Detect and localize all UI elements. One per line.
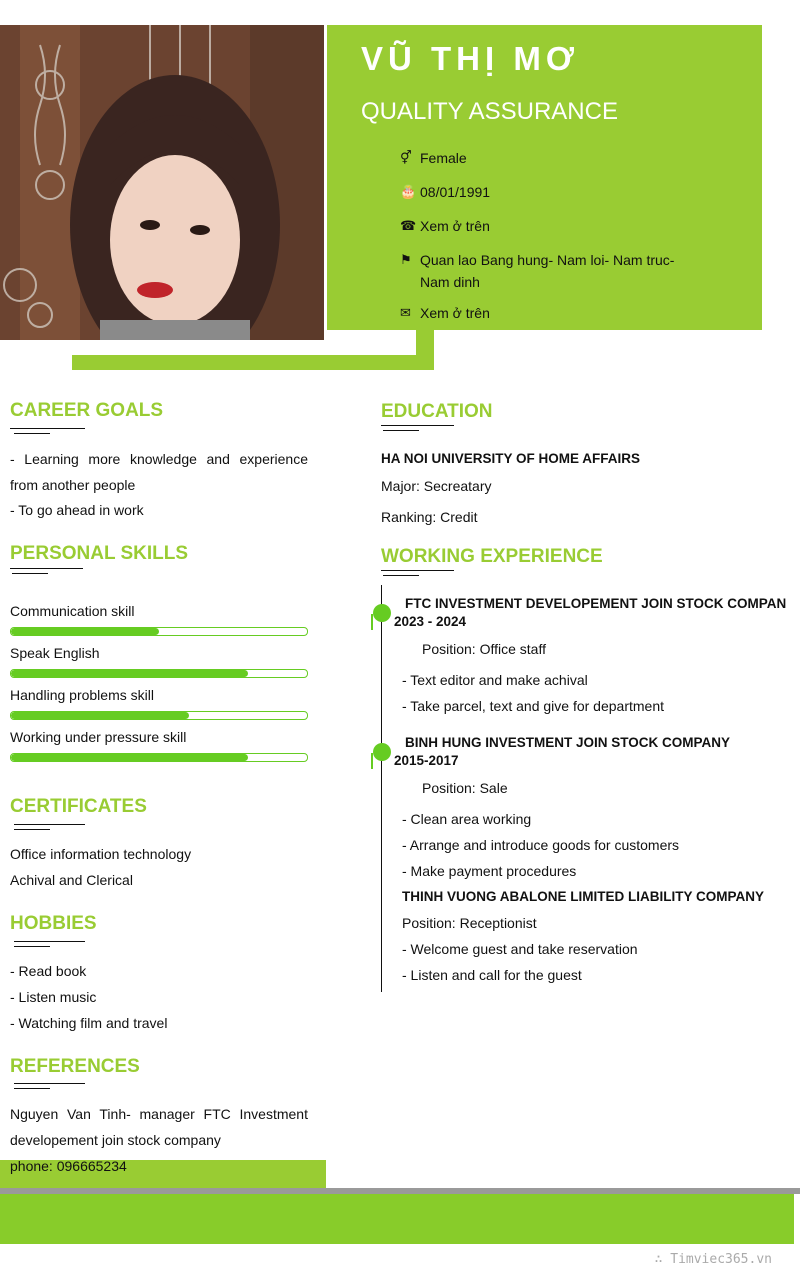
company-name: THINH VUONG ABALONE LIMITED LIABILITY COMPANY [402, 889, 764, 904]
skill-fill [11, 754, 248, 761]
job-period: 2023 - 2024 [394, 614, 467, 629]
heading-underline [14, 1083, 85, 1084]
heading-underline [12, 573, 48, 574]
timeline-tick [371, 614, 373, 630]
education-ranking: Ranking: Credit [381, 509, 478, 525]
info-address: ⚑ Quan lao Bang hung- Nam loi- Nam truc- Nam dinh [400, 249, 685, 293]
info-phone: ☎ Xem ở trên [400, 215, 700, 237]
skill-label: Working under pressure skill [10, 729, 187, 745]
profile-photo [0, 25, 324, 340]
career-goals-heading: CAREER GOALS [10, 400, 164, 421]
heading-underline [381, 425, 454, 426]
heading-underline [14, 946, 50, 947]
envelope-icon: ✉ [400, 305, 411, 320]
job-position: Position: Office staff [422, 641, 546, 657]
skill-bar [10, 627, 308, 636]
birthday-cake-icon: 🎂 [400, 184, 417, 199]
job-position: Position: Receptionist [402, 915, 537, 931]
references-heading: REFERENCES [10, 1056, 140, 1077]
reference-text: Nguyen Van Tinh- manager FTC Investment developement join stock company [10, 1106, 308, 1148]
company-name: BINH HUNG INVESTMENT JOIN STOCK COMPANY [405, 735, 731, 750]
skill-bar [10, 753, 308, 762]
job-period: 2015-2017 [394, 753, 459, 768]
heading-underline [383, 430, 419, 431]
info-birthday: 🎂 08/01/1991 [400, 181, 700, 203]
job-task: - Take parcel, text and give for department [402, 698, 664, 714]
heading-underline [383, 575, 419, 576]
job-title: QUALITY ASSURANCE [361, 98, 618, 125]
skill-label: Communication skill [10, 603, 135, 619]
job-task: - Arrange and introduce goods for customers [402, 837, 680, 853]
skill-fill [11, 712, 189, 719]
signpost-icon: ⚑ [400, 252, 412, 267]
skill-bar [10, 669, 308, 678]
career-goal-2: - To go ahead in work [10, 502, 144, 518]
heading-underline [14, 941, 85, 942]
candidate-name: VŨ THỊ MƠ [361, 40, 579, 77]
reference-phone: phone: 096665234 [10, 1158, 127, 1174]
heading-underline [10, 568, 83, 569]
heading-underline [14, 1088, 50, 1089]
decor-bar [72, 355, 434, 370]
job-task: - Text editor and make achival [402, 672, 588, 688]
certificate-item: Achival and Clerical [10, 872, 133, 888]
working-experience-heading: WORKING EXPERIENCE [381, 546, 603, 567]
phone-icon: ☎ [400, 218, 417, 233]
heading-underline [381, 570, 454, 571]
gender-icon: ⚥ [400, 150, 412, 165]
career-goal-1: - Learning more knowledge and experience from another people [10, 451, 308, 493]
job-task: - Clean area working [402, 811, 532, 827]
heading-underline [10, 428, 85, 429]
info-gender: ⚥ Female [400, 147, 700, 169]
heading-underline [14, 829, 50, 830]
timeline-dot [373, 743, 391, 761]
education-major: Major: Secreatary [381, 478, 492, 494]
info-email: ✉ Xem ở trên [400, 302, 700, 324]
skill-label: Handling problems skill [10, 687, 154, 703]
certificates-heading: CERTIFICATES [10, 796, 147, 817]
heading-underline [14, 824, 85, 825]
job-task: - Make payment procedures [402, 863, 577, 879]
job-position: Position: Sale [422, 780, 508, 796]
hobby-item: - Listen music [10, 989, 97, 1005]
personal-skills-heading: PERSONAL SKILLS [10, 543, 189, 564]
skill-fill [11, 628, 159, 635]
job-task: - Listen and call for the guest [402, 967, 582, 983]
heading-underline [14, 433, 50, 434]
hobbies-heading: HOBBIES [10, 913, 97, 934]
certificate-item: Office information technology [10, 846, 192, 862]
education-heading: EDUCATION [381, 401, 493, 422]
job-task: - Welcome guest and take reservation [402, 941, 638, 957]
timeline-line [381, 585, 382, 992]
school-name: HA NOI UNIVERSITY OF HOME AFFAIRS [381, 451, 641, 466]
timeline-dot [373, 604, 391, 622]
skill-fill [11, 670, 248, 677]
skill-bar [10, 711, 308, 720]
company-name: FTC INVESTMENT DEVELOPEMENT JOIN STOCK COMPAN [405, 596, 787, 611]
footer-band [0, 1194, 794, 1244]
hobby-item: - Read book [10, 963, 87, 979]
skill-label: Speak English [10, 645, 100, 661]
timeline-tick [371, 753, 373, 769]
watermark: ∴ Timviec365.vn [654, 1252, 772, 1267]
hobby-item: - Watching film and travel [10, 1015, 168, 1031]
